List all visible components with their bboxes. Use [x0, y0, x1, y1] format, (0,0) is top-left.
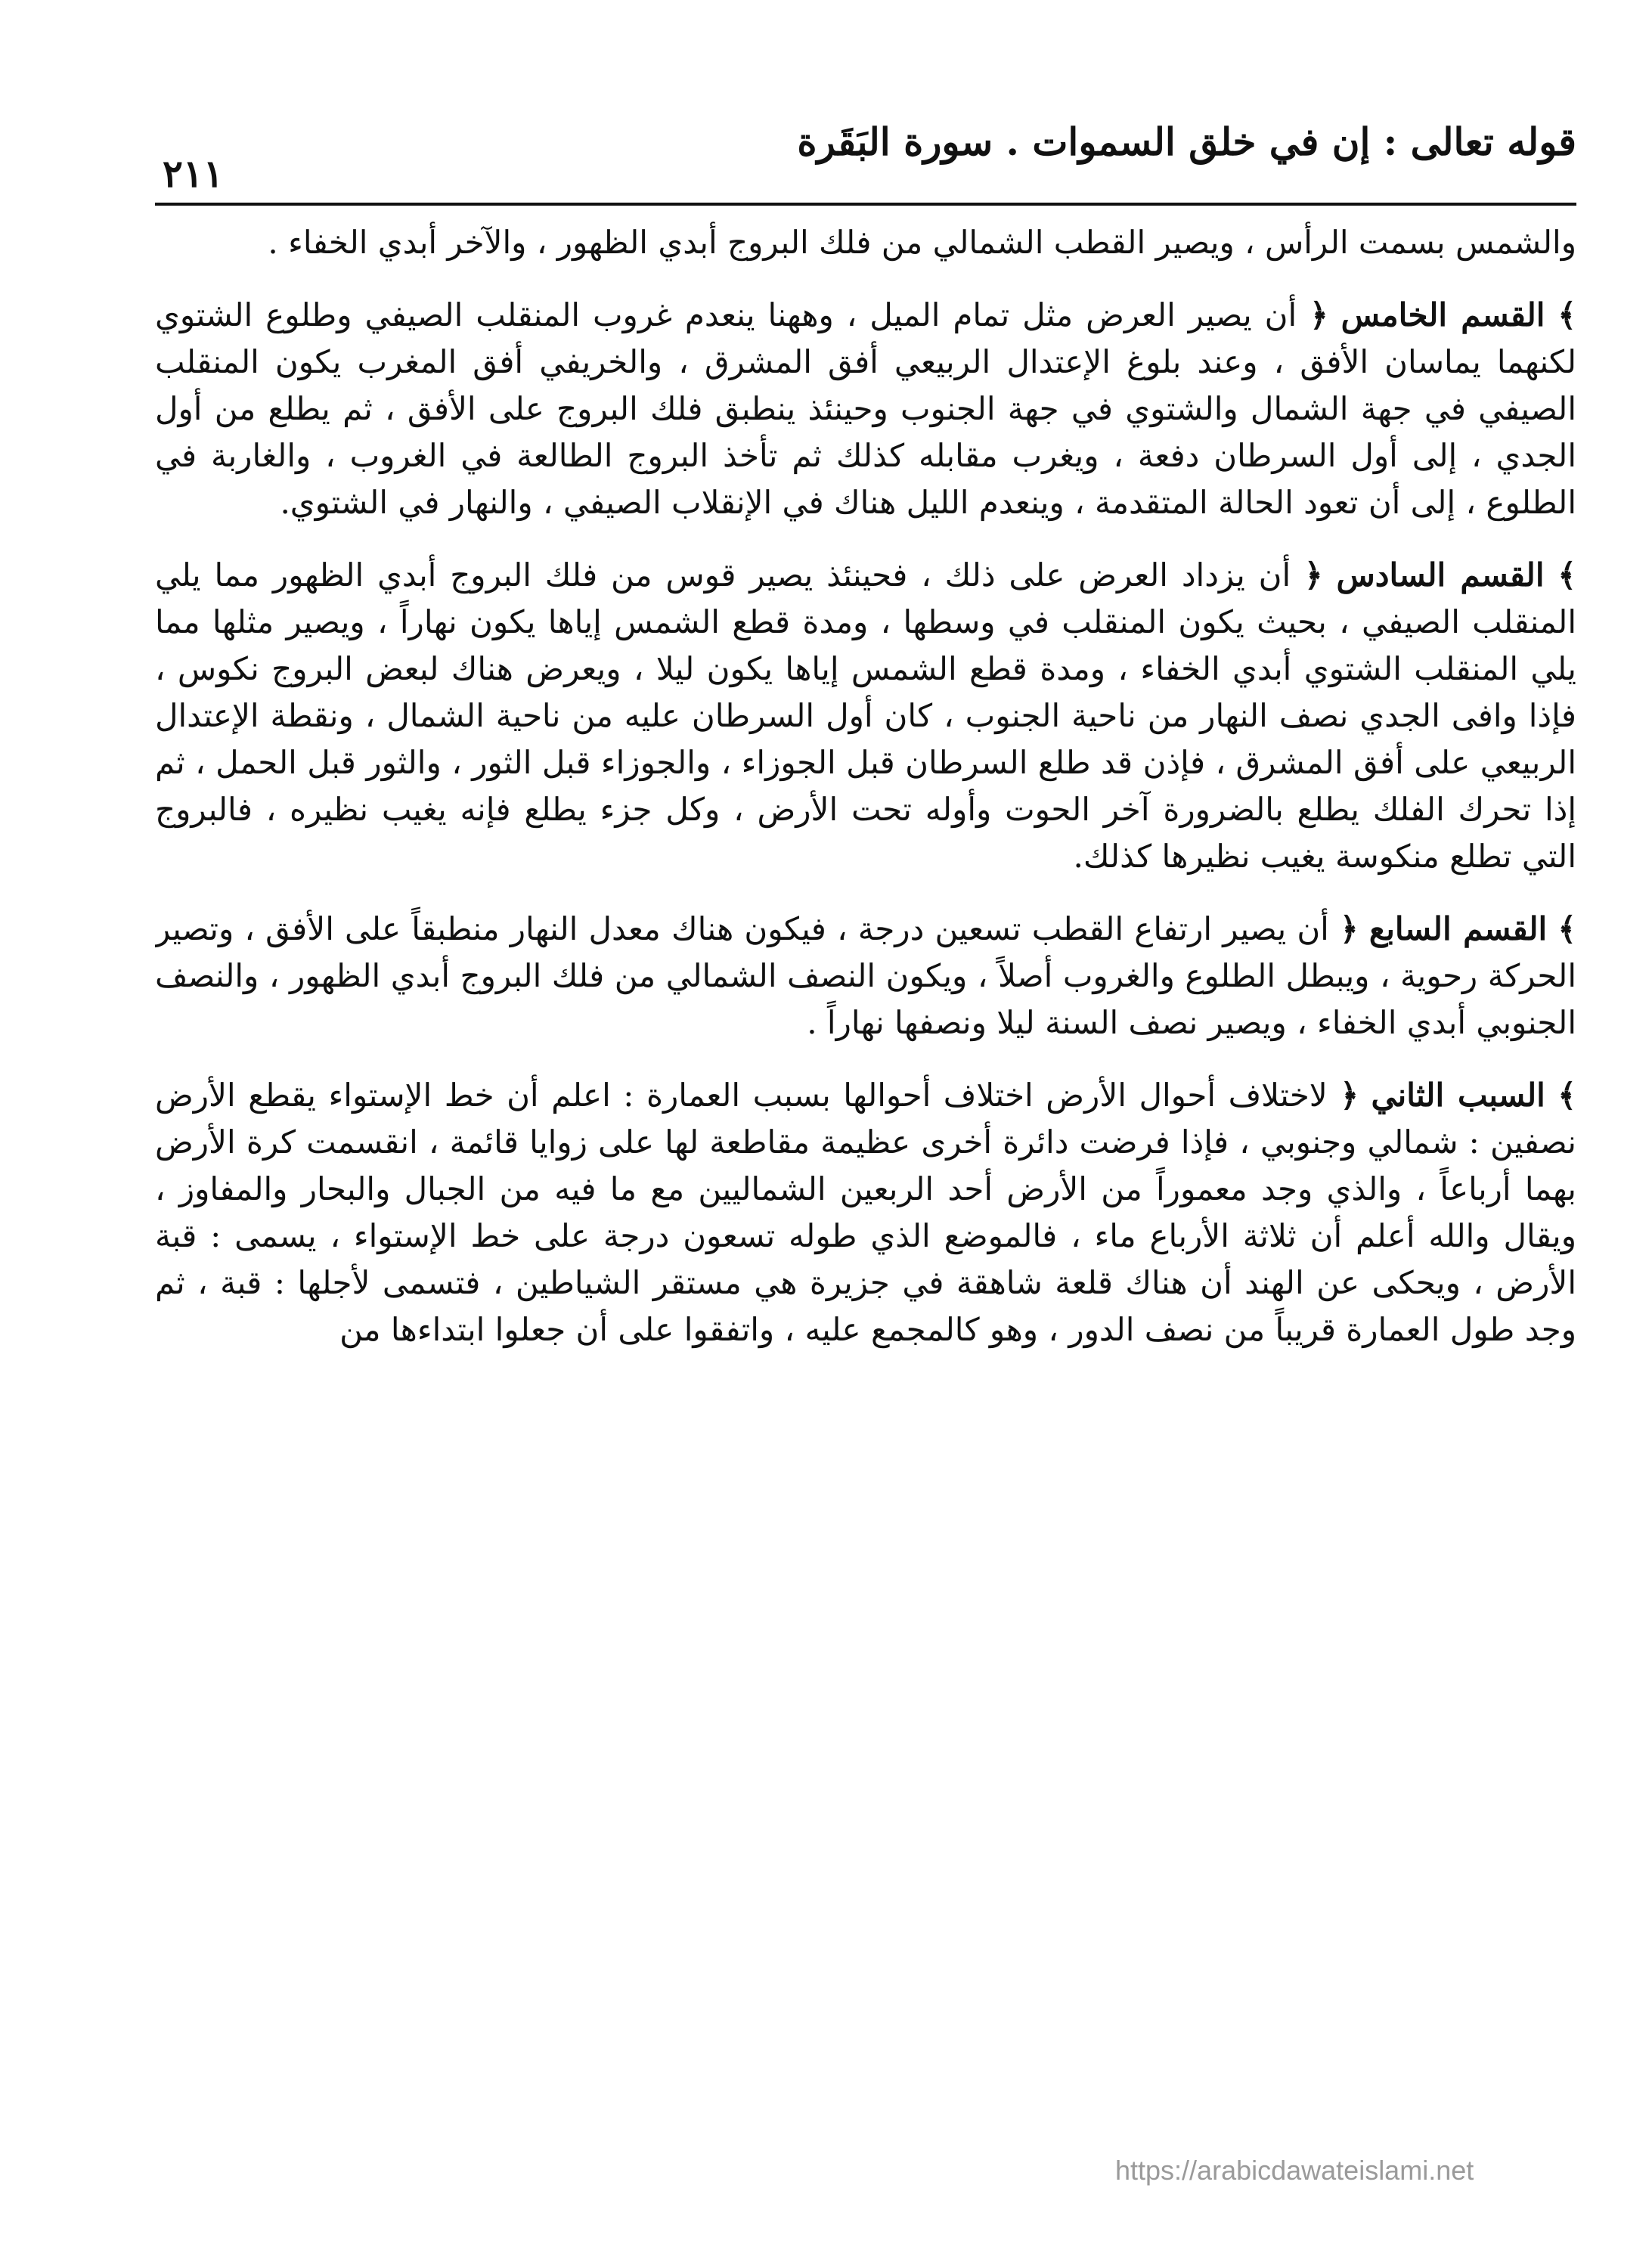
ornament-close: ﴿: [1304, 556, 1323, 593]
paragraph-continuation: [155, 219, 1576, 266]
running-header: [155, 113, 1576, 197]
watermark-url: https://arabicdawateislami.net: [1115, 2155, 1474, 2186]
ornament-close: ﴿: [1340, 1077, 1359, 1114]
section-heading: القسم السابع: [1368, 910, 1548, 947]
page-number: ٢١١: [163, 151, 224, 196]
paragraph-text: أن يصير ارتفاع القطب تسعين درجة ، فيكون هناك معدل النهار منطبقاً على الأفق ، وتصير الحركة رحوية ، ويبطل الطلوع والغروب أصلاً ، ويكون النصف الشمالي من فلك البروج أبدي الظهور ، والنصف الجنوبي أبدي الخفاء ، ويصير نصف السنة ليلا ونصفها نهاراً .: [155, 910, 1576, 1041]
ornament-open: ﴾: [1557, 1077, 1576, 1114]
ornament-close: ﴿: [1340, 910, 1359, 947]
paragraph-text: أن يزداد العرض على ذلك ، فحينئذ يصير قوس من فلك البروج أبدي الظهور مما يلي المنقلب الصيفي ، بحيث يكون المنقلب في وسطها ، ومدة قطع الشمس إياها يكون نهاراً ، ويصير مثلها مما يلي المنقلب الشتوي أبدي الخفاء ، ومدة قطع الشمس إياها يكون ليلا ، ويعرض هناك لبعض البروج نكوس ، فإذا وافى الجدي نصف النهار من ناحية الجنوب ، كان أول السرطان عليه من ناحية الشمال ، ونقطة الإعتدال الربيعي على أفق المشرق ، فإذن قد طلع السرطان قبل الجوزاء ، والجوزاء قبل الثور ، والثور قبل الحمل ، ثم إذا تحرك الفلك يطلع بالضرورة آخر الحوت وأوله تحت الأرض ، وكل جزء يطلع فإنه يغيب نظيره ، فالبروج التي تطلع منكوسة يغيب نظيرها كذلك.: [155, 556, 1576, 875]
header-title: قوله تعالى : إن في خلق السموات . سورة البَقَرة: [797, 119, 1576, 164]
ornament-close: ﴿: [1310, 296, 1328, 333]
section-heading: القسم الخامس: [1341, 296, 1545, 333]
ornament-open: ﴾: [1557, 556, 1576, 593]
paragraph-text: لاختلاف أحوال الأرض اختلاف أحوالها بسبب العمارة : اعلم أن خط الإستواء يقطع الأرض نصفين : شمالي وجنوبي ، فإذا فرضت دائرة أخرى عظيمة مقاطعة لها على زوايا قائمة ، انقسمت كرة الأرض بهما أرباعاً ، والذي وجد معموراً من الأرض أحد الربعين الشماليين مع ما فيه من الجبال والبحار والمفاوز ، ويقال والله أعلم أن ثلاثة الأرباع ماء ، فالموضع الذي طوله تسعون درجة على خط الإستواء ، يسمى : قبة الأرض ، ويحكى عن الهند أن هناك قلعة شاهقة في جزيرة هي مستقر الشياطين ، فتسمى لأجلها : قبة ، ثم وجد طول العمارة قريباً من نصف الدور ، وهو كالمجمع عليه ، واتفقوا على أن جعلوا ابتداءها من: [155, 1077, 1576, 1348]
paragraph-text: والشمس بسمت الرأس ، ويصير القطب الشمالي من فلك البروج أبدي الظهور ، والآخر أبدي الخفاء .: [268, 224, 1576, 261]
paragraph-section-5: [155, 292, 1576, 526]
paragraph-second-cause: [155, 1072, 1576, 1353]
body-text: [155, 219, 1576, 2019]
paragraph-section-7: [155, 906, 1576, 1046]
section-heading: السبب الثاني: [1371, 1077, 1545, 1114]
paragraph-text: أن يصير العرض مثل تمام الميل ، وههنا ينعدم غروب المنقلب الصيفي وطلوع الشتوي لكنهما يماسان الأفق ، وعند بلوغ الإعتدال الربيعي أفق المشرق ، والخريفي أفق المغرب يكون المنقلب الصيفي في جهة الشمال والشتوي في جهة الجنوب وحينئذ ينطبق فلك البروج على الأفق ، ثم يطلع من أول الجدي ، إلى أول السرطان دفعة ، ويغرب مقابله كذلك ثم تأخذ البروج الطالعة في الغروب ، والغاربة في الطلوع ، إلى أن تعود الحالة المتقدمة ، وينعدم الليل هناك في الإنقلاب الصيفي ، والنهار في الشتوي.: [155, 296, 1576, 521]
ornament-open: ﴾: [1557, 296, 1576, 333]
section-heading: القسم السادس: [1336, 556, 1545, 593]
header-rule: [155, 203, 1576, 206]
ornament-open: ﴾: [1557, 910, 1576, 947]
paragraph-section-6: [155, 552, 1576, 880]
